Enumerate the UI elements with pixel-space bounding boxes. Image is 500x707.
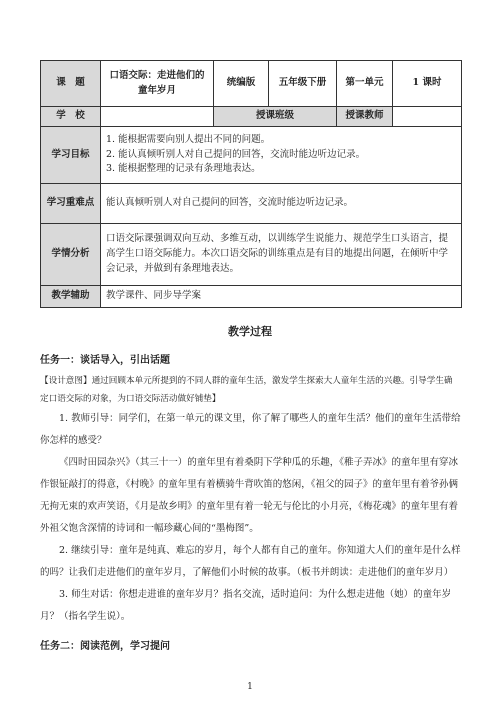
aids-text: 教学课件、同步导学案	[101, 286, 462, 308]
table-row	[41, 61, 462, 107]
aids-label: 教学辅助	[41, 286, 101, 308]
teacher-value	[393, 107, 462, 127]
paragraph: 2. 继续引导：童年是纯真、难忘的岁月，每个人都有自己的童年。你知道大人们的童年是什么样的吗？让我们走进他们的童年岁月，了解他们小时候的故事。（板书并朗读：走进他们的童年岁月）	[40, 545, 461, 578]
page-number: 1	[247, 682, 253, 692]
topic-value: 口语交际：走进他们的童年岁月	[101, 61, 214, 107]
table-row	[41, 286, 462, 308]
goals-list	[101, 127, 462, 184]
table-row	[41, 107, 462, 127]
paragraph: 《四时田园杂兴》（其三十一）的童年里有着桑阴下学种瓜的乐趣，《稚子弄冰》的童年里有穿冰作银钲敲打的得意，《村晚》的童年里有着横骑牛背吹笛的悠闲，《祖父的园子》的童年里有着爷孙俩无拘无束的欢声笑语，《月是故乡明》的童年里有着一轮无与伦比的小月亮，《梅花魂》的童年里有着外祖父饱含深情的诗词和一幅珍藏心间的“墨梅图”。	[40, 457, 459, 534]
task-heading: 任务二：阅读范例，学习提问	[40, 641, 170, 652]
table-row	[41, 184, 462, 224]
edition-value: 统编版	[214, 61, 269, 107]
school-label: 学 校	[41, 107, 101, 127]
table-row	[41, 224, 462, 286]
goals-label: 学习目标	[41, 127, 101, 184]
table-row	[41, 127, 462, 184]
paragraph: 3. 师生对话：你想走进谁的童年岁月？指名交流，适时追问：为什么想走进他（她）的童年岁月？（指名学生说）。	[40, 589, 452, 622]
key-points-label: 学习重难点	[41, 184, 101, 224]
goal-item: 1. 能根据需要向别人提出不同的问题。	[106, 133, 271, 145]
hours-value: 1 课时	[393, 61, 462, 107]
topic-label: 课 题	[41, 61, 101, 107]
section-title: 教学过程	[228, 325, 272, 338]
goal-item: 3. 能根据整理的记录有条理地表达。	[106, 163, 261, 175]
analysis-label: 学情分析	[41, 224, 101, 286]
lesson-info-table	[40, 60, 462, 308]
class-label: 授课班级	[214, 107, 337, 127]
goal-item: 2. 能认真倾听别人对自己提问的回答，交流时能边听边记录。	[106, 148, 366, 160]
school-value	[101, 107, 214, 127]
task-heading: 任务一：谈话导入，引出话题	[40, 355, 170, 366]
teacher-label: 授课教师	[337, 107, 393, 127]
key-points-text: 能认真倾听别人对自己提问的回答，交流时能边听边记录。	[101, 184, 462, 224]
analysis-text: 口语交际课强调双向互动、多维互动，以训练学生说能力、规范学生口头语言，提高学生口语交际能力。本次口语交际的训练重点是有目的地提出问题，在倾听中学会记录，并做到有条理地表达。	[101, 224, 462, 286]
unit-value: 第一单元	[337, 61, 393, 107]
paragraph: 1. 教师引导：同学们，在第一单元的课文里，你了解了哪些人的童年生活？他们的童年生活带给你怎样的感受？	[40, 413, 461, 446]
process-body	[40, 350, 461, 658]
grade-value: 五年级下册	[269, 61, 337, 107]
design-note: 【设计意图】通过回顾本单元所提到的不同人群的童年生活，激发学生探索大人童年生活的兴趣。引导学生确定口语交际的对象，为口语交际活动做好铺垫】	[40, 376, 453, 404]
